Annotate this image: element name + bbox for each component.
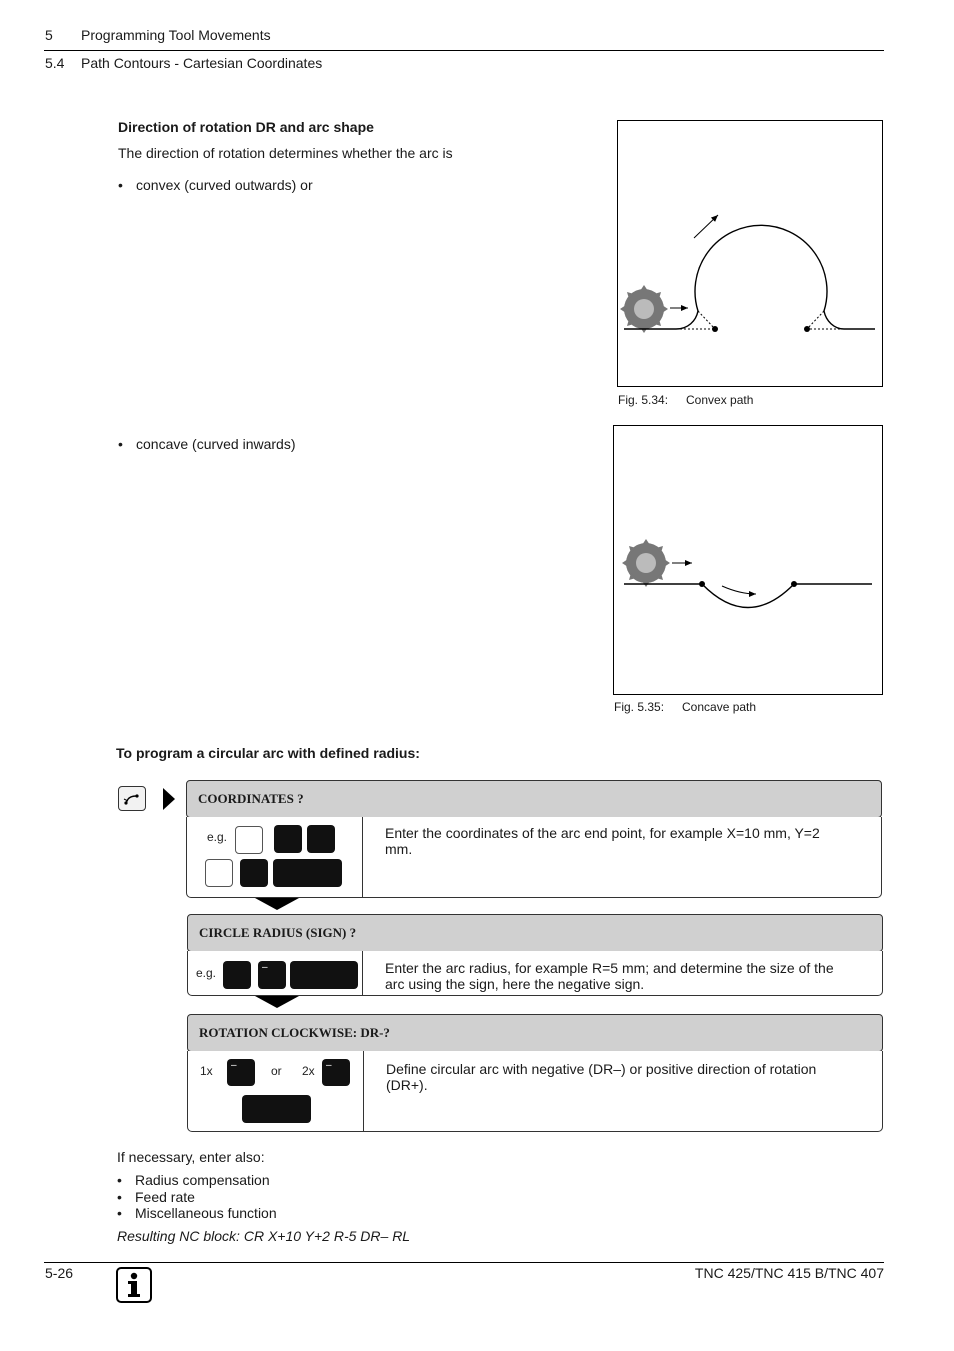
concave-path-figure [613, 425, 883, 695]
section-number: 5.4 [45, 55, 65, 71]
concave-bullet [118, 436, 296, 453]
product-model: TNC 425/TNC 415 B/TNC 407 [694, 1265, 884, 1281]
convex-path-figure [617, 120, 883, 387]
down-arrow-icon [255, 898, 299, 910]
enter-key[interactable] [242, 1095, 311, 1123]
convex-bullet [118, 177, 313, 194]
convex-path-diagram [618, 121, 882, 386]
program-heading: To program a circular arc with defined radius: [116, 745, 420, 761]
list-item: • convex (curved outwards) or [118, 177, 313, 194]
x-axis-key[interactable] [235, 826, 263, 854]
column-divider [362, 817, 363, 897]
circle-radius-key[interactable] [118, 786, 146, 811]
list-item: • Feed rate [117, 1189, 277, 1206]
column-divider [363, 1051, 364, 1131]
info-glyph [118, 1269, 150, 1301]
example-label: e.g. [207, 830, 228, 844]
or-label: or [271, 1064, 282, 1078]
intro-text: The direction of rotation determines whether the arc is [118, 145, 453, 161]
once-label: 1x [200, 1064, 213, 1078]
coordinates-prompt: COORDINATES ? [186, 780, 882, 818]
coordinates-step [186, 817, 882, 898]
resulting-nc-block: Resulting NC block: CR X+10 Y+2 R-5 DR– RL [117, 1228, 411, 1244]
y-axis-key[interactable] [205, 859, 233, 887]
minus-icon: – [231, 1060, 237, 1071]
rotation-prompt: ROTATION CLOCKWISE: DR-? [187, 1014, 883, 1052]
example-label: e.g. [196, 966, 217, 980]
digit-1-key[interactable] [274, 825, 302, 853]
digit-0-key[interactable] [307, 825, 335, 853]
circle-radius-description: Enter the arc radius, for example R=5 mm; and determine the size of the arc using the sign, here the negative sign. [385, 960, 834, 992]
extras-list [117, 1172, 277, 1222]
digit-5-key[interactable] [223, 961, 251, 989]
footer-rule [44, 1262, 884, 1263]
list-item: • Radius compensation [117, 1172, 277, 1189]
figure-number: Fig. 5.35: [614, 700, 665, 714]
concave-path-diagram [614, 426, 882, 694]
page-number: 5-26 [45, 1265, 74, 1281]
coordinates-description: Enter the coordinates of the arc end point, for example X=10 mm, Y=2 mm. [385, 825, 820, 857]
circle-radius-prompt: CIRCLE RADIUS (SIGN) ? [187, 914, 883, 952]
rotation-description: Define circular arc with negative (DR–) or positive direction of rotation (DR+). [386, 1061, 817, 1093]
minus-sign-key[interactable] [258, 961, 286, 989]
down-arrow-icon [255, 996, 299, 1008]
header-rule [44, 50, 884, 51]
play-arrow-icon [162, 788, 176, 810]
figure-title: Concave path [682, 700, 757, 714]
circle-radius-step [187, 951, 883, 996]
enter-key[interactable] [290, 961, 358, 989]
minus-sign-key[interactable] [322, 1059, 350, 1086]
enter-key[interactable] [273, 859, 342, 887]
concave-figure-caption [614, 700, 756, 714]
milling-tool-icon [622, 539, 670, 587]
info-icon [116, 1267, 152, 1303]
chapter-number: 5 [45, 27, 53, 43]
chapter-title: Programming Tool Movements [81, 27, 271, 43]
minus-sign-key[interactable] [227, 1059, 255, 1086]
convex-figure-caption [618, 393, 753, 407]
section-title: Path Contours - Cartesian Coordinates [81, 55, 323, 71]
extras-lead: If necessary, enter also: [117, 1149, 265, 1165]
cr-arc-icon [119, 787, 145, 810]
twice-label: 2x [302, 1064, 315, 1078]
minus-icon: – [262, 962, 268, 973]
minus-icon: – [326, 1060, 332, 1071]
section-heading: Direction of rotation DR and arc shape [118, 119, 374, 135]
list-item: • Miscellaneous function [117, 1205, 277, 1222]
digit-2-key[interactable] [240, 859, 268, 887]
figure-number: Fig. 5.34: [618, 393, 669, 407]
milling-tool-icon [620, 285, 668, 333]
rotation-step [187, 1051, 883, 1132]
column-divider [362, 951, 363, 995]
list-item: • concave (curved inwards) [118, 436, 296, 453]
figure-title: Convex path [686, 393, 754, 407]
